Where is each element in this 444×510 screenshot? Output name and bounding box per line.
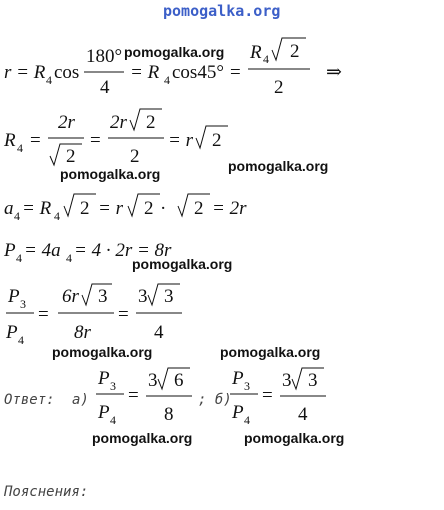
watermark-3: pomogalka.org bbox=[60, 166, 161, 182]
eq1-rhs-sqrt: 2 bbox=[290, 41, 300, 62]
eq5-sub3: 3 bbox=[20, 297, 26, 311]
eq1-mid: = R bbox=[130, 62, 160, 83]
eq3-sqrt3: 2 bbox=[194, 198, 204, 219]
eq3-end: = 2r bbox=[212, 198, 247, 219]
eq4-sub4b: 4 bbox=[66, 251, 72, 265]
eq3-sqrt2: 2 bbox=[144, 198, 154, 219]
watermark-5: pomogalka.org bbox=[52, 344, 153, 360]
eq4-mid: = 4a bbox=[24, 240, 61, 261]
eq1-sub4b: 4 bbox=[164, 73, 170, 87]
eq2-eq1: = bbox=[30, 130, 41, 151]
eq5-sqrt-1 bbox=[82, 284, 112, 305]
eq1-sqrt-sign bbox=[272, 38, 306, 60]
eq5-f2-num-sqrt: 3 bbox=[98, 286, 108, 307]
eq5-P3: P bbox=[8, 286, 20, 307]
eq1-lhs: r = R bbox=[4, 62, 46, 83]
eq4-P: P bbox=[4, 240, 16, 261]
answer-part-b: ; б) bbox=[198, 392, 232, 408]
ansB-num: 3 bbox=[282, 370, 292, 391]
site-header[interactable]: pomogalka.org bbox=[163, 2, 281, 20]
ansA-den: 8 bbox=[164, 404, 174, 425]
eq5-P4: P bbox=[6, 322, 18, 343]
eq3-sub4: 4 bbox=[14, 209, 20, 223]
eq1-eq2sign: = bbox=[230, 62, 241, 83]
answer-label: Ответ: bbox=[4, 392, 55, 408]
eq2-f2-den: 2 bbox=[130, 146, 140, 167]
eq2-rhs: = r bbox=[168, 130, 193, 151]
eq3-a: a bbox=[4, 198, 14, 219]
ansA-P4: P bbox=[98, 402, 110, 423]
eq4-sub4: 4 bbox=[16, 251, 22, 265]
ansA-P3: P bbox=[98, 368, 110, 389]
ansB-P3: P bbox=[232, 368, 244, 389]
watermark-6: pomogalka.org bbox=[220, 344, 321, 360]
equation-line-2 bbox=[3, 109, 228, 167]
watermark-4: pomogalka.org bbox=[132, 256, 233, 272]
ansB-sub4: 4 bbox=[244, 413, 250, 427]
explanations-label: Пояснения: bbox=[4, 484, 89, 500]
eq1-rhs-R: R bbox=[250, 42, 262, 63]
eq5-f2-den: 8r bbox=[74, 322, 91, 343]
eq2-f1-num: 2r bbox=[58, 112, 75, 133]
eq5-f3-den: 4 bbox=[154, 322, 164, 343]
ansB-sub3: 3 bbox=[244, 379, 250, 393]
ansA-num-sqrt: 6 bbox=[174, 370, 184, 391]
eq1-implies: ⇒ bbox=[326, 62, 342, 83]
ansA-sub3: 3 bbox=[110, 379, 116, 393]
eq1-cos: cos bbox=[54, 62, 80, 83]
eq5-f2-num: 6r bbox=[62, 286, 79, 307]
eq3-dot: · bbox=[160, 198, 167, 219]
ansA-num: 3 bbox=[148, 370, 158, 391]
equation-line-3 bbox=[4, 194, 247, 223]
eq3-mid: = r bbox=[98, 198, 123, 219]
eq5-eq1: = bbox=[38, 304, 49, 325]
eq2-f2-num: 2r bbox=[110, 112, 127, 133]
eq3-rest1: = R bbox=[22, 198, 52, 219]
equation-line-5 bbox=[5, 284, 182, 347]
watermark-2: pomogalka.org bbox=[228, 158, 329, 174]
ansA-eq: = bbox=[128, 385, 139, 406]
watermark-1: pomogalka.org bbox=[124, 44, 225, 60]
eq1-den4: 4 bbox=[100, 77, 110, 98]
eq2-eq2: = bbox=[90, 130, 101, 151]
eq5-eq2: = bbox=[118, 304, 129, 325]
eq5-f3-num: 3 bbox=[138, 286, 148, 307]
eq2-rhs-sqrt: 2 bbox=[212, 130, 222, 151]
ansB-num-sqrt: 3 bbox=[308, 370, 318, 391]
eq2-f1-den: 2 bbox=[66, 146, 76, 167]
eq3-sub4b: 4 bbox=[54, 209, 60, 223]
eq3-sqrt1: 2 bbox=[80, 198, 90, 219]
watermark-8: pomogalka.org bbox=[244, 430, 345, 446]
eq1-rhs-den: 2 bbox=[274, 77, 284, 98]
ansB-den: 4 bbox=[298, 404, 308, 425]
eq2-R: R bbox=[4, 130, 16, 151]
eq4-rest: = 4 · 2r = 8r bbox=[74, 240, 172, 261]
eq1-cos45: cos45° bbox=[172, 62, 224, 83]
eq2-sub4: 4 bbox=[17, 141, 23, 155]
ansB-P4: P bbox=[232, 402, 244, 423]
watermark-7: pomogalka.org bbox=[92, 430, 193, 446]
eq5-sub4: 4 bbox=[18, 333, 24, 347]
ansB-eq: = bbox=[262, 385, 273, 406]
answer-part-a: а) bbox=[72, 392, 89, 408]
eq1-num180: 180° bbox=[86, 46, 123, 67]
eq5-f3-num-sqrt: 3 bbox=[164, 286, 174, 307]
eq1-rhs-sub4: 4 bbox=[263, 52, 269, 66]
eq1-sub4: 4 bbox=[46, 73, 52, 87]
eq2-f2-num-sqrt: 2 bbox=[146, 112, 156, 133]
ansA-sub4: 4 bbox=[110, 413, 116, 427]
